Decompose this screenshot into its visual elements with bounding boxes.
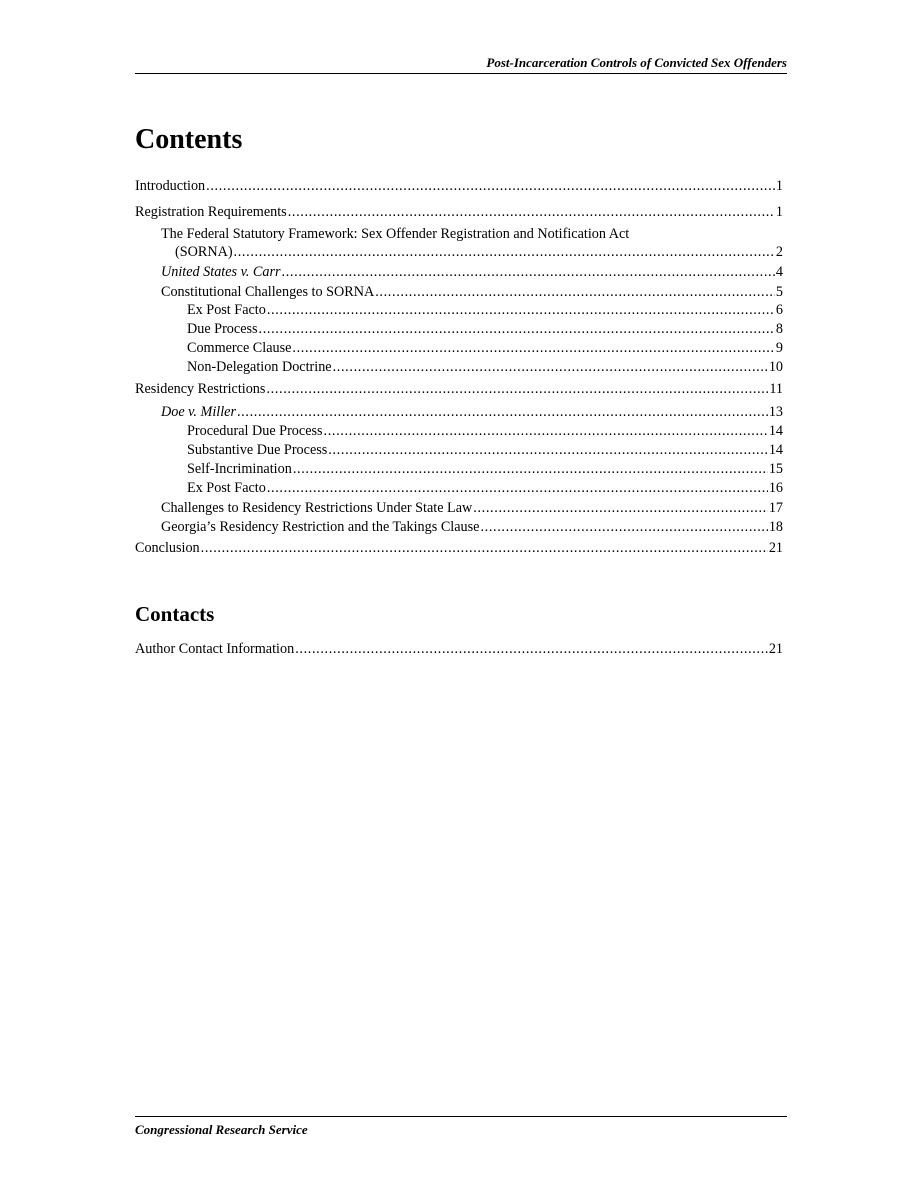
- toc-entry-due-process[interactable]: [135, 320, 783, 338]
- toc-entry-non-delegation-doctrine[interactable]: [135, 358, 783, 376]
- dot-leader: [375, 283, 775, 301]
- dot-leader: [237, 403, 768, 421]
- toc-page-number: 8: [775, 321, 783, 337]
- toc-page-number: 2: [775, 244, 783, 260]
- toc-page-number: 1: [775, 204, 783, 220]
- dot-leader: [266, 380, 768, 398]
- toc-entry-substantive-due-process[interactable]: [135, 441, 783, 459]
- toc-entry-label: Conclusion: [135, 540, 200, 556]
- toc-entry-ex-post-facto[interactable]: [135, 301, 783, 319]
- contacts-list: [135, 640, 783, 660]
- toc-entry-label: Challenges to Residency Restrictions Under State Law: [161, 500, 473, 516]
- toc-page-number: 6: [775, 302, 783, 318]
- dot-leader: [282, 263, 775, 281]
- toc-page-number: 17: [768, 500, 783, 516]
- toc-entry-label: Due Process: [187, 321, 258, 337]
- toc-entry-label: Registration Requirements: [135, 204, 287, 220]
- toc-entry-sorna[interactable]: [135, 243, 783, 261]
- toc-entry-state-law-challenges[interactable]: [135, 499, 783, 517]
- toc-page-number: 4: [775, 264, 783, 280]
- toc-page-number: 13: [768, 404, 783, 420]
- toc-page-number: 14: [768, 423, 783, 439]
- toc-page-number: 18: [768, 519, 783, 535]
- toc-entry-ex-post-facto-2[interactable]: [135, 479, 783, 497]
- toc-page-number: 21: [768, 540, 783, 556]
- toc-entry-label: Self-Incrimination: [187, 461, 292, 477]
- contents-heading: Contents: [135, 124, 243, 155]
- toc-entry-label: Substantive Due Process: [187, 442, 328, 458]
- toc-page-number: 5: [775, 284, 783, 300]
- dot-leader: [267, 479, 768, 497]
- dot-leader: [324, 422, 768, 440]
- toc-entry-label: Residency Restrictions: [135, 381, 266, 397]
- toc-entry-introduction[interactable]: [135, 177, 783, 195]
- toc-entry-label: Doe v. Miller: [161, 404, 236, 420]
- contacts-heading: Contacts: [135, 602, 215, 626]
- toc-entry-us-v-carr[interactable]: [135, 263, 783, 281]
- running-footer: Congressional Research Service: [135, 1116, 787, 1138]
- dot-leader: [328, 441, 768, 459]
- toc-page-number: 1: [775, 178, 783, 194]
- toc-page-number: 10: [768, 359, 783, 375]
- dot-leader: [295, 640, 768, 658]
- toc-entry-label: Constitutional Challenges to SORNA: [161, 284, 375, 300]
- toc-page-number: 9: [775, 340, 783, 356]
- toc-page-number: 16: [768, 480, 783, 496]
- toc-entry-label: Commerce Clause: [187, 340, 292, 356]
- toc-entry-label: Procedural Due Process: [187, 423, 323, 439]
- toc-entry-self-incrimination[interactable]: [135, 460, 783, 478]
- toc-entry-sorna-line1[interactable]: The Federal Statutory Framework: Sex Offender Registration and Notification Act: [161, 226, 630, 242]
- dot-leader: [292, 339, 775, 357]
- toc-entry-label: Introduction: [135, 178, 206, 194]
- dot-leader: [201, 539, 768, 557]
- toc-page-number: 21: [768, 641, 783, 657]
- toc-page-number: 11: [769, 381, 783, 397]
- toc-entry-commerce-clause[interactable]: [135, 339, 783, 357]
- toc-entry-label: Non-Delegation Doctrine: [187, 359, 332, 375]
- toc-entry-conclusion[interactable]: [135, 539, 783, 557]
- toc-entry-registration-requirements[interactable]: [135, 203, 783, 221]
- table-of-contents: [135, 177, 783, 557]
- toc-entry-label: United States v. Carr: [161, 264, 281, 280]
- dot-leader: [234, 243, 775, 261]
- toc-entry-label: Author Contact Information: [135, 641, 295, 657]
- running-header: Post-Incarceration Controls of Convicted Sex Offenders: [135, 54, 787, 74]
- dot-leader: [288, 203, 775, 221]
- dot-leader: [333, 358, 768, 376]
- dot-leader: [267, 301, 775, 319]
- toc-page-number: 15: [768, 461, 783, 477]
- dot-leader: [293, 460, 768, 478]
- dot-leader: [480, 518, 767, 536]
- toc-entry-georgia-takings-clause[interactable]: [135, 518, 783, 536]
- toc-entry-label: Ex Post Facto: [187, 302, 266, 318]
- dot-leader: [473, 499, 768, 517]
- dot-leader: [259, 320, 775, 338]
- toc-entry-label: Ex Post Facto: [187, 480, 266, 496]
- toc-entry-label: Georgia’s Residency Restriction and the Takings Clause: [161, 519, 480, 535]
- toc-entry-constitutional-challenges[interactable]: [135, 283, 783, 301]
- toc-entry-label: (SORNA): [175, 244, 233, 260]
- toc-entry-author-contact-information[interactable]: [135, 640, 783, 658]
- toc-entry-doe-v-miller[interactable]: [135, 403, 783, 421]
- toc-entry-residency-restrictions[interactable]: [135, 380, 783, 398]
- dot-leader: [206, 177, 775, 195]
- toc-entry-procedural-due-process[interactable]: [135, 422, 783, 440]
- toc-page-number: 14: [768, 442, 783, 458]
